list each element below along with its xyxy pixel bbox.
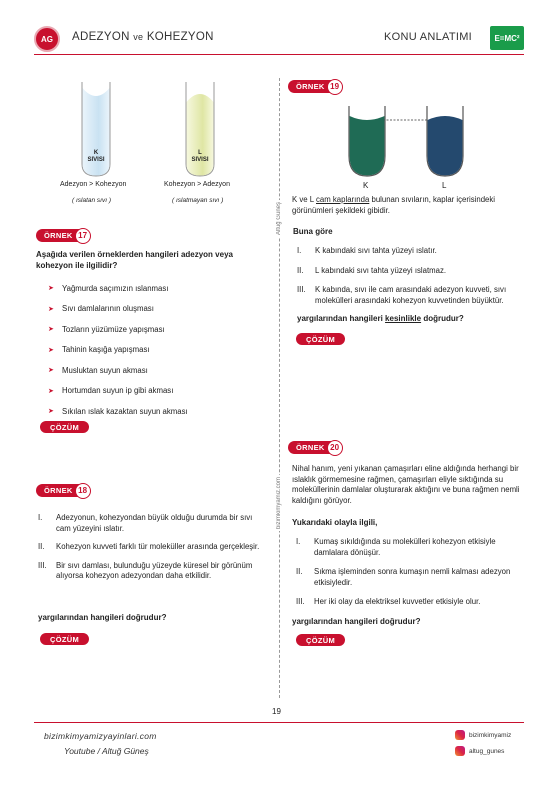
footer-youtube: Youtube / Altuğ Güneş	[64, 746, 149, 756]
statement-item: III. K kabında, sıvı ile cam arasındaki adezyon kuvveti, sıvı molekülleri arasındaki kohezyon kuvvetinden büyüktür.	[297, 285, 507, 305]
q19-k-label: K	[363, 181, 369, 190]
side-site-text: bizimkimyamiz.com	[276, 477, 282, 530]
q18-cozum-button[interactable]: ÇÖZÜM	[40, 633, 89, 645]
ornek-18-badge: ÖRNEK 18	[36, 484, 91, 497]
header-rule	[34, 54, 524, 55]
arrow-icon: ➤	[48, 387, 54, 395]
publisher-logo: AG	[34, 26, 60, 52]
statement-item: III. Her iki olay da elektriksel kuvvetler etkisiyle olur.	[296, 597, 481, 606]
q19-cozum-button[interactable]: ÇÖZÜM	[296, 333, 345, 345]
instagram-icon	[455, 730, 465, 740]
q19-intro: K ve L cam kaplarında bulunan sıvıların, kaplar içerisindeki görünümleri şekildeki gibidir.	[292, 195, 495, 215]
tube-l-figure	[184, 82, 216, 183]
q18-ask: yargılarından hangileri doğrudur?	[38, 613, 167, 622]
footer-site-link[interactable]: bizimkimyamizyayinlari.com	[44, 731, 157, 741]
page-number: 19	[272, 707, 281, 716]
footer-rule	[34, 722, 524, 723]
statement-item: II. Sıkma işleminden sonra kumaşın nemli kalması adezyon etkisiyledir.	[296, 567, 511, 587]
arrow-icon: ➤	[48, 346, 54, 354]
page-title: ADEZYON ve KOHEZYON	[72, 31, 214, 43]
q17-list	[48, 278, 268, 422]
arrow-icon: ➤	[48, 285, 54, 293]
list-item: ➤ Musluktan suyun akması	[48, 365, 148, 375]
q19-statements	[297, 246, 523, 306]
tube-l-caption: Kohezyon > Adezyon	[164, 181, 230, 188]
ornek-19-badge: ÖRNEK 19	[288, 80, 343, 93]
q19-containers-drawing	[345, 104, 475, 180]
statement-item: I. Kumaş sıkıldığında su molekülleri kohezyon etkisiyle damlalara dönüşür.	[296, 537, 496, 557]
statement-item: II. Kohezyon kuvveti farklı tür moleküller arasında gerçekleşir.	[38, 542, 260, 551]
statement-item: II. L kabındaki sıvı tahta yüzeyi ıslatmaz.	[297, 265, 447, 275]
statement-item: III. Bir sıvı damlası, bulunduğu yüzeyde küresel bir görünüm alıyorsa kohezyon adezyondan daha etkilidir.	[38, 560, 253, 580]
list-item: ➤ Tozların yüzümüze yapışması	[48, 324, 165, 334]
tube-l-sub: SIVISI	[191, 157, 209, 163]
list-item: ➤ Yağmurda saçımızın ıslanması	[48, 283, 169, 293]
q20-cozum-button[interactable]: ÇÖZÜM	[296, 634, 345, 646]
q17-question: Aşağıda verilen örneklerden hangileri adezyon veya kohezyon ile ilgilidir?	[36, 250, 233, 270]
arrow-icon: ➤	[48, 305, 54, 313]
list-item: ➤ Sıvı damlalarının oluşması	[48, 304, 154, 314]
q20-statements	[296, 537, 522, 608]
arrow-icon: ➤	[48, 408, 54, 416]
q19-containers-figure	[345, 104, 475, 185]
tube-l-note: ( ıslatmayan sıvı )	[172, 197, 224, 204]
tube-k-label: K	[93, 150, 99, 156]
list-item: ➤ Sıkılan ıslak kazaktan suyun akması	[48, 406, 188, 416]
arrow-icon: ➤	[48, 367, 54, 375]
tube-k-caption: Adezyon > Kohezyon	[60, 181, 127, 188]
tube-l-label: L	[198, 150, 202, 156]
instagram-icon	[455, 746, 465, 756]
column-divider	[279, 78, 280, 698]
ornek-20-badge: ÖRNEK 20	[288, 441, 343, 454]
q19-buna-gore: Buna göre	[293, 227, 333, 236]
footer-instagram-1[interactable]: bizimkimyamiz	[455, 730, 511, 740]
footer-instagram-2[interactable]: altug_gunes	[455, 746, 504, 756]
tube-k-sub: SIVISI	[87, 157, 105, 163]
statement-item: I. Adezyonun, kohezyondan büyük olduğu durumda bir sıvı cam yüzeyini ıslatır.	[38, 513, 253, 533]
q20-lead: Yukarıdaki olayla ilgili,	[292, 518, 378, 527]
tube-k-note: ( ıslatan sıvı )	[72, 197, 112, 204]
list-item: ➤ Hortumdan suyun ip gibi akması	[48, 386, 174, 396]
side-author-text: Altuğ Güneş	[276, 202, 282, 236]
q19-l-label: L	[442, 181, 447, 190]
tube-k-figure	[80, 82, 112, 183]
list-item: ➤ Tahinin kaşığa yapışması	[48, 345, 150, 355]
q19-ask: yargılarından hangileri kesinlikle doğrudur?	[297, 314, 464, 323]
q17-cozum-button[interactable]: ÇÖZÜM	[40, 421, 89, 433]
statement-item: I. K kabındaki sıvı tahta yüzeyi ıslatır.	[297, 246, 437, 255]
q18-statements	[38, 513, 266, 582]
q20-intro: Nihal hanım, yeni yıkanan çamaşırları eline aldığında herhangi bir ıslaklık görmemesine rağmen, çamaşırları eliyle sıktığında su moleküllerinin damlalar oluşturarak aktığını ve buna rağmen nemli kaldığını görüyor.	[292, 464, 520, 505]
emc2-badge: E=MC²	[490, 26, 524, 50]
ornek-17-badge: ÖRNEK 17	[36, 229, 91, 242]
q20-ask: yargılarından hangileri doğrudur?	[292, 617, 421, 626]
section-title: KONU ANLATIMI	[384, 31, 473, 43]
arrow-icon: ➤	[48, 326, 54, 334]
